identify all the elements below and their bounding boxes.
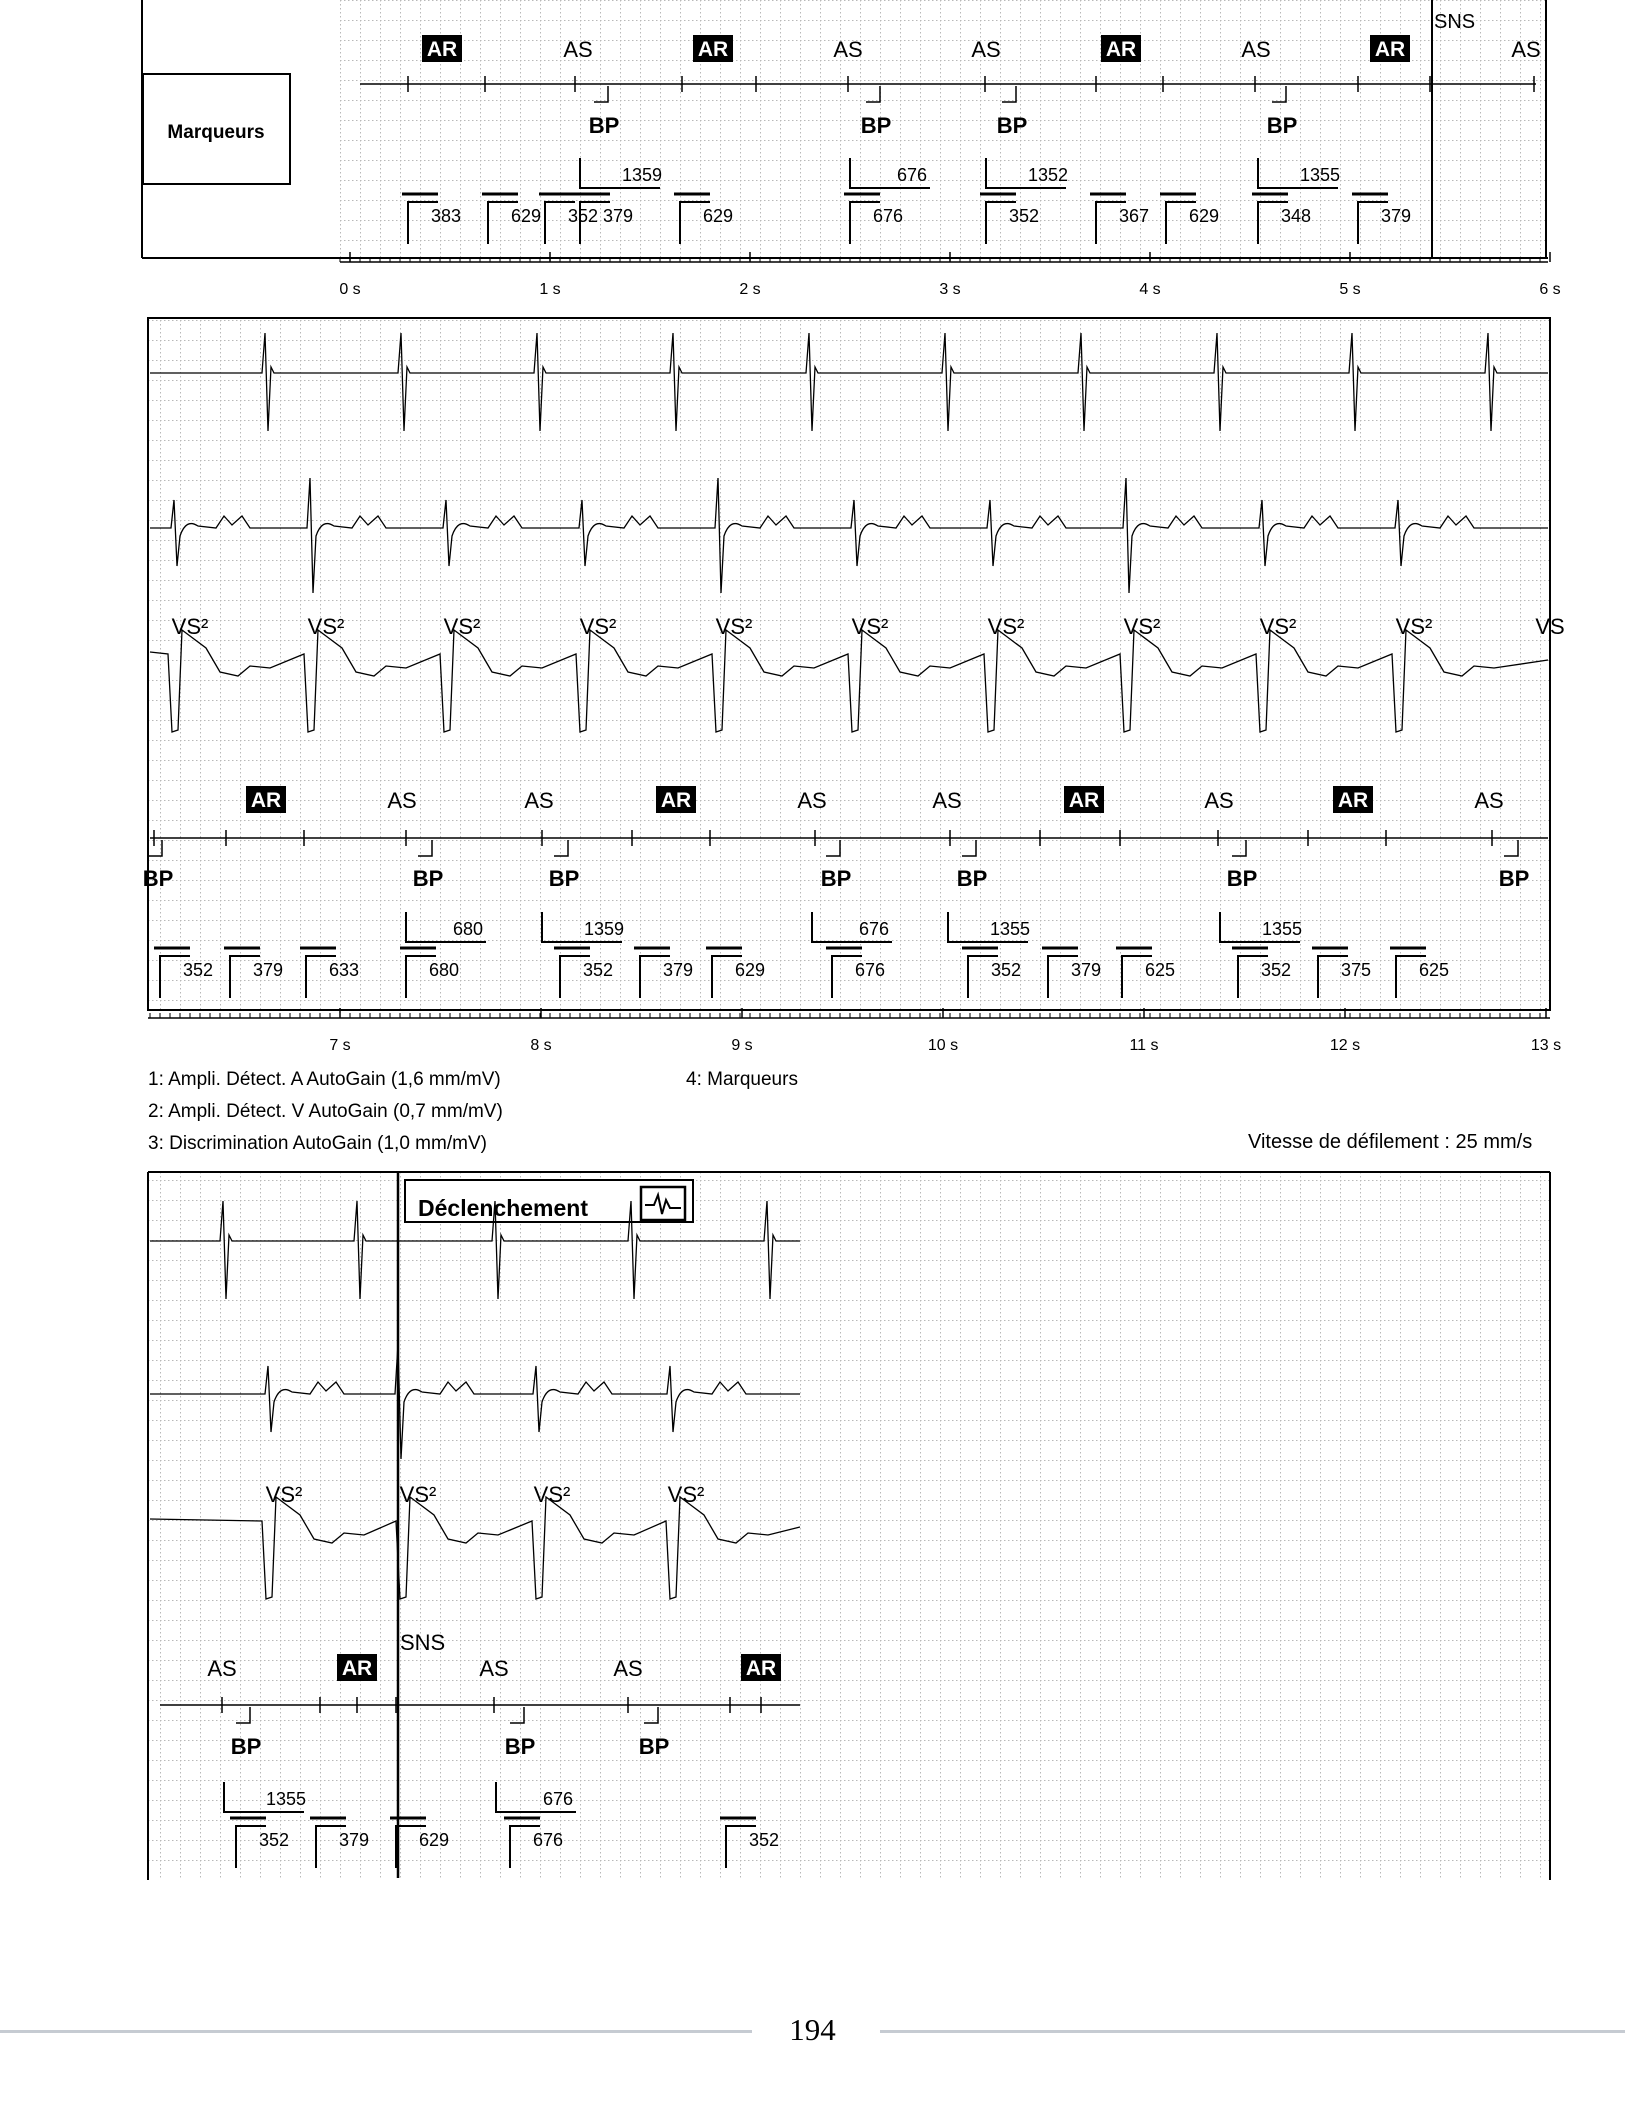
sns-label-3: SNS	[400, 1630, 446, 1655]
marker-vs: VS²	[579, 614, 617, 639]
strip-1-markers	[140, 0, 1561, 300]
marker-as: AS	[971, 37, 1001, 62]
interval-long: 676	[858, 919, 890, 939]
marker-bp: BP	[1226, 866, 1258, 891]
interval-long: 1355	[989, 919, 1031, 939]
interval-short: 629	[418, 1830, 450, 1850]
marker-bp: BP	[142, 866, 174, 891]
interval-long: 1352	[1027, 165, 1069, 185]
interval-short: 348	[1280, 206, 1312, 226]
time-tick-label: 3 s	[939, 281, 961, 298]
interval-long: 676	[896, 165, 928, 185]
marker-bp: BP	[548, 866, 580, 891]
time-tick-label: 11 s	[1129, 1037, 1159, 1054]
marker-as: AS	[1241, 37, 1271, 62]
marker-as: AS	[1474, 788, 1504, 813]
time-tick-label: 13 s	[1530, 1037, 1562, 1054]
interval-short: 352	[582, 960, 614, 980]
marker-vs: VS²	[171, 614, 209, 639]
time-tick-label: 0 s	[339, 281, 361, 298]
interval-short: 633	[328, 960, 360, 980]
marker-bp: BP	[638, 1734, 670, 1759]
interval-short: 379	[1380, 206, 1412, 226]
marker-bp: BP	[588, 113, 620, 138]
marker-bp: BP	[412, 866, 444, 891]
interval-short: 676	[854, 960, 886, 980]
channel-legend	[148, 1064, 503, 1160]
interval-short: 379	[662, 960, 694, 980]
legend-line-1: 1: Ampli. Détect. A AutoGain (1,6 mm/mV)	[148, 1069, 501, 1090]
interval-long: 1355	[1299, 165, 1341, 185]
interval-short: 352	[1008, 206, 1040, 226]
interval-short: 379	[1070, 960, 1102, 980]
marker-ar: AR	[1068, 789, 1100, 812]
time-tick-label: 7 s	[329, 1037, 351, 1054]
interval-short: 352	[567, 206, 599, 226]
time-tick-label: 10 s	[927, 1037, 959, 1054]
interval-short: 625	[1418, 960, 1450, 980]
marker-ar: AR	[1105, 38, 1137, 61]
marker-ar: AR	[426, 38, 458, 61]
marker-vs: VS²	[851, 614, 889, 639]
strip-2-egm	[140, 310, 1565, 1060]
marker-as: AS	[563, 37, 593, 62]
marker-bp: BP	[230, 1734, 262, 1759]
interval-short: 375	[1340, 960, 1372, 980]
egm-icon	[641, 1187, 685, 1220]
interval-long: 1355	[265, 1789, 307, 1809]
strip-3-egm	[140, 1165, 1560, 1885]
interval-short: 629	[1188, 206, 1220, 226]
interval-long: 1355	[1261, 919, 1303, 939]
marker-as: AS	[1204, 788, 1234, 813]
marker-vs: VS²	[987, 614, 1025, 639]
marker-vs: VS²	[1259, 614, 1297, 639]
interval-short: 367	[1118, 206, 1150, 226]
marker-vs: VS²	[667, 1482, 705, 1507]
marker-vs: VS²	[1395, 614, 1433, 639]
interval-short: 676	[872, 206, 904, 226]
marker-ar: AR	[250, 789, 282, 812]
sns-label: SNS	[1434, 11, 1476, 33]
scroll-speed: Vitesse de défilement : 25 mm/s	[1248, 1131, 1533, 1153]
interval-short: 625	[1144, 960, 1176, 980]
time-tick-label: 5 s	[1339, 281, 1361, 298]
marker-ar: AR	[1337, 789, 1369, 812]
marker-as: AS	[833, 37, 863, 62]
interval-long: 1359	[583, 919, 625, 939]
interval-short: 383	[430, 206, 462, 226]
marker-as: AS	[524, 788, 554, 813]
legend-line-2: 2: Ampli. Détect. V AutoGain (0,7 mm/mV)	[148, 1101, 503, 1122]
marker-ar: AR	[697, 38, 729, 61]
interval-short: 629	[702, 206, 734, 226]
time-tick-label: 12 s	[1329, 1037, 1361, 1054]
interval-short: 379	[252, 960, 284, 980]
marker-as: AS	[1511, 37, 1541, 62]
marker-as: AS	[207, 1656, 237, 1681]
page-number: 194	[789, 2012, 836, 2047]
strip-3-svg	[140, 1165, 1560, 1885]
trigger-label: Déclenchement	[418, 1195, 589, 1221]
interval-short: 352	[748, 1830, 780, 1850]
strip-1-svg	[140, 0, 1561, 300]
marker-bp: BP	[956, 866, 988, 891]
marker-ar: AR	[341, 1657, 373, 1680]
time-tick-label: 8 s	[530, 1037, 552, 1054]
marker-vs: VS²	[715, 614, 753, 639]
marker-ar: AR	[745, 1657, 777, 1680]
interval-short: 629	[510, 206, 542, 226]
interval-short: 629	[734, 960, 766, 980]
interval-short: 352	[182, 960, 214, 980]
marker-vs: VS²	[533, 1482, 571, 1507]
marker-vs: VS²	[399, 1482, 437, 1507]
time-tick-label: 4 s	[1139, 281, 1161, 298]
interval-short: 379	[338, 1830, 370, 1850]
interval-long: 676	[542, 1789, 574, 1809]
marker-bp: BP	[996, 113, 1028, 138]
marker-as: AS	[479, 1656, 509, 1681]
time-tick-label: 6 s	[1539, 281, 1561, 298]
marker-vs: VS²	[443, 614, 481, 639]
marker-as: AS	[932, 788, 962, 813]
marker-bp: BP	[1266, 113, 1298, 138]
interval-short: 352	[258, 1830, 290, 1850]
interval-short: 352	[990, 960, 1022, 980]
page-footer	[0, 2010, 1625, 2050]
interval-short: 379	[602, 206, 634, 226]
marker-as: AS	[797, 788, 827, 813]
marker-vs: VS²	[265, 1482, 303, 1507]
legend-line-3: 3: Discrimination AutoGain (1,0 mm/mV)	[148, 1133, 487, 1154]
marker-bp: BP	[1498, 866, 1530, 891]
channel-box-label: Marqueurs	[167, 122, 265, 143]
interval-long: 680	[452, 919, 484, 939]
marker-bp: BP	[504, 1734, 536, 1759]
marker-ar: AR	[660, 789, 692, 812]
interval-short: 676	[532, 1830, 564, 1850]
marker-as: AS	[387, 788, 417, 813]
time-tick-label: 9 s	[731, 1037, 753, 1054]
legend-line-4: 4: Marqueurs	[686, 1069, 798, 1090]
strip-2-svg	[140, 310, 1565, 1060]
marker-vs: VS²	[1123, 614, 1161, 639]
interval-long: 1359	[621, 165, 663, 185]
marker-vs: VS²	[307, 614, 345, 639]
time-tick-label: 2 s	[739, 281, 761, 298]
marker-as: AS	[613, 1656, 643, 1681]
marker-bp: BP	[820, 866, 852, 891]
interval-short: 680	[428, 960, 460, 980]
marker-bp: BP	[860, 113, 892, 138]
interval-short: 352	[1260, 960, 1292, 980]
marker-vs: VS	[1535, 614, 1565, 639]
time-tick-label: 1 s	[539, 281, 561, 298]
marker-ar: AR	[1374, 38, 1406, 61]
